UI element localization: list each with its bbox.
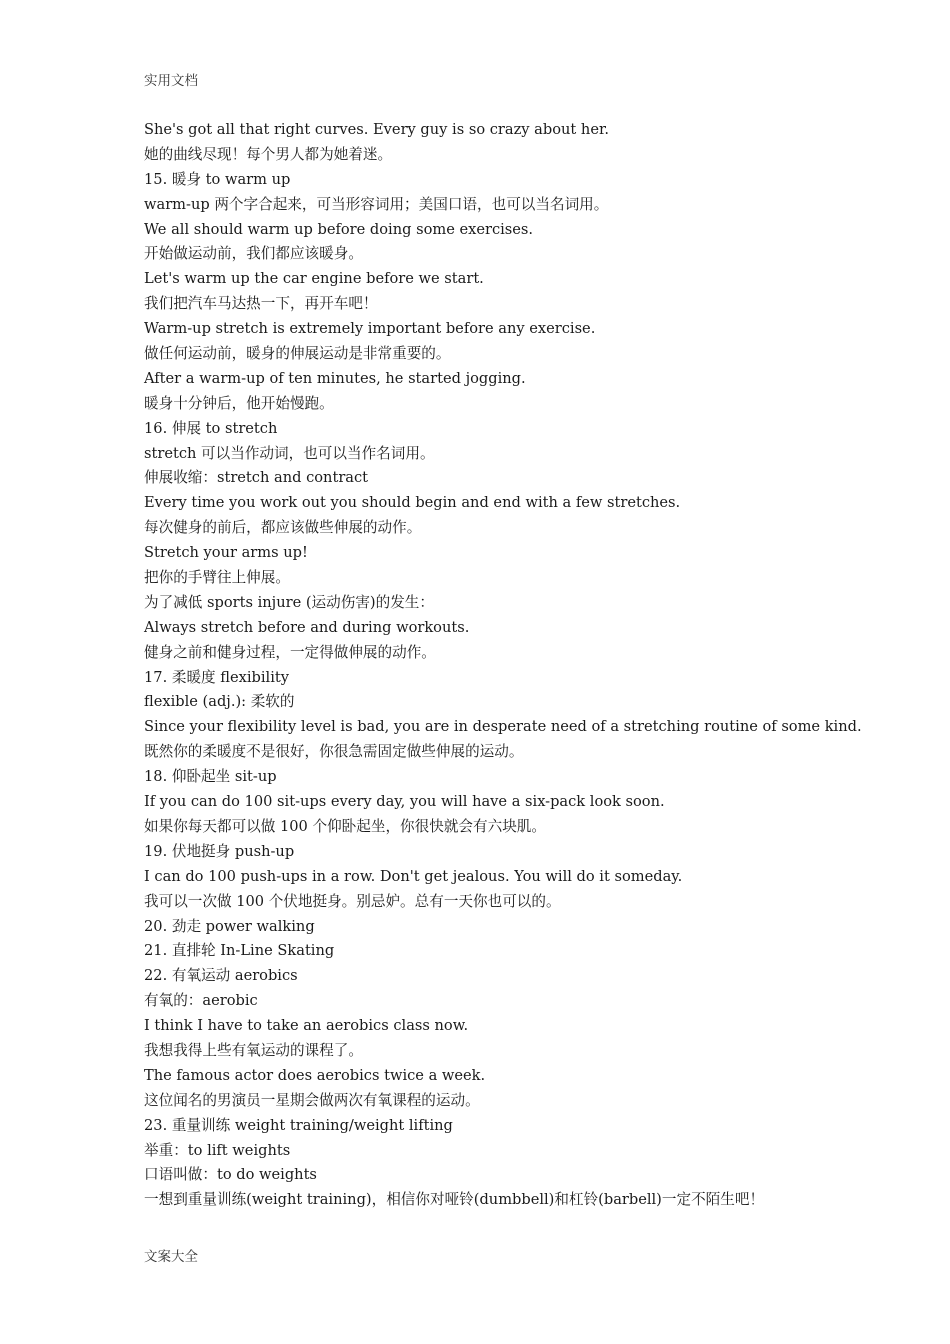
text-line: 做任何运动前，暖身的伸展运动是非常重要的。 [144,345,451,363]
text-line: Stretch your arms up! [144,544,308,562]
page-header: 实用文档 [144,73,198,89]
text-line: 她的曲线尽现！每个男人都为她着迷。 [144,145,393,163]
text-line: If you can do 100 sit-ups every day, you will have a six-pack look soon. [144,793,665,811]
text-line: 开始做运动前，我们都应该暖身。 [144,245,363,263]
text-line: 21. 直排轮 In-Line Skating [144,942,335,960]
text-line: 暖身十分钟后，他开始慢跑。 [144,394,334,412]
text-line: 一想到重量训练(weight training)，相信你对哑铃(dumbbell)和杠铃(barbell)一定不陌生吧！ [144,1191,765,1209]
text-line: 18. 仰卧起坐 sit-up [144,768,277,786]
text-line: 22. 有氧运动 aerobics [144,967,298,985]
text-line: 我可以一次做 100 个伏地挺身。别忌妒。总有一天你也可以的。 [144,892,561,910]
text-line: 如果你每天都可以做 100 个仰卧起坐，你很快就会有六块肌。 [144,817,546,835]
text-line: 16. 伸展 to stretch [144,419,278,437]
text-line: Warm-up stretch is extremely important before any exercise. [144,320,596,338]
text-line: 19. 伏地挺身 push-up [144,842,295,860]
text-line: stretch 可以当作动词，也可以当作名词用。 [144,444,435,462]
text-line: 健身之前和健身过程，一定得做伸展的动作。 [144,643,436,661]
text-line: warm-up 两个字合起来，可当形容词用；美国口语，也可以当名词用。 [144,195,609,213]
text-line: 20. 劲走 power walking [144,917,315,935]
text-line: 15. 暖身 to warm up [144,170,291,188]
text-line: 把你的手臂往上伸展。 [144,569,290,587]
text-line: 23. 重量训练 weight training/weight lifting [144,1116,453,1134]
text-line: 我们把汽车马达热一下，再开车吧！ [144,295,378,313]
text-line: Since your flexibility level is bad, you are in desperate need of a stretching routine of some kind. [144,718,862,736]
text-line: Always stretch before and during workouts. [144,618,470,636]
text-line: 每次健身的前后，都应该做些伸展的动作。 [144,519,422,537]
text-line: 这位闻名的男演员一星期会做两次有氧课程的运动。 [144,1091,480,1109]
text-line: 举重：to lift weights [144,1141,291,1159]
text-line: 既然你的柔暖度不是很好，你很急需固定做些伸展的运动。 [144,743,524,761]
document-body [144,118,864,1213]
text-line: 为了减低 sports injure (运动伤害)的发生： [144,593,434,611]
text-line: She's got all that right curves. Every guy is so crazy about her. [144,121,609,138]
page-footer: 文案大全 [144,1249,198,1265]
text-line: flexible (adj.): 柔软的 [144,693,295,711]
text-line: 有氧的：aerobic [144,992,258,1010]
text-line: 口语叫做：to do weights [144,1166,317,1184]
text-line: After a warm-up of ten minutes, he started jogging. [144,369,526,387]
text-line: Every time you work out you should begin and end with a few stretches. [144,494,681,512]
text-line: 我想我得上些有氧运动的课程了。 [144,1041,363,1059]
text-line: Let's warm up the car engine before we start. [144,270,484,288]
text-line: 17. 柔暖度 flexibility [144,668,289,686]
text-line: The famous actor does aerobics twice a week. [144,1066,486,1084]
text-line: I think I have to take an aerobics class now. [144,1017,469,1035]
text-line: We all should warm up before doing some exercises. [144,220,534,238]
text-line: 伸展收缩：stretch and contract [144,469,369,487]
text-line: I can do 100 push-ups in a row. Don't get jealous. You will do it someday. [144,867,683,885]
